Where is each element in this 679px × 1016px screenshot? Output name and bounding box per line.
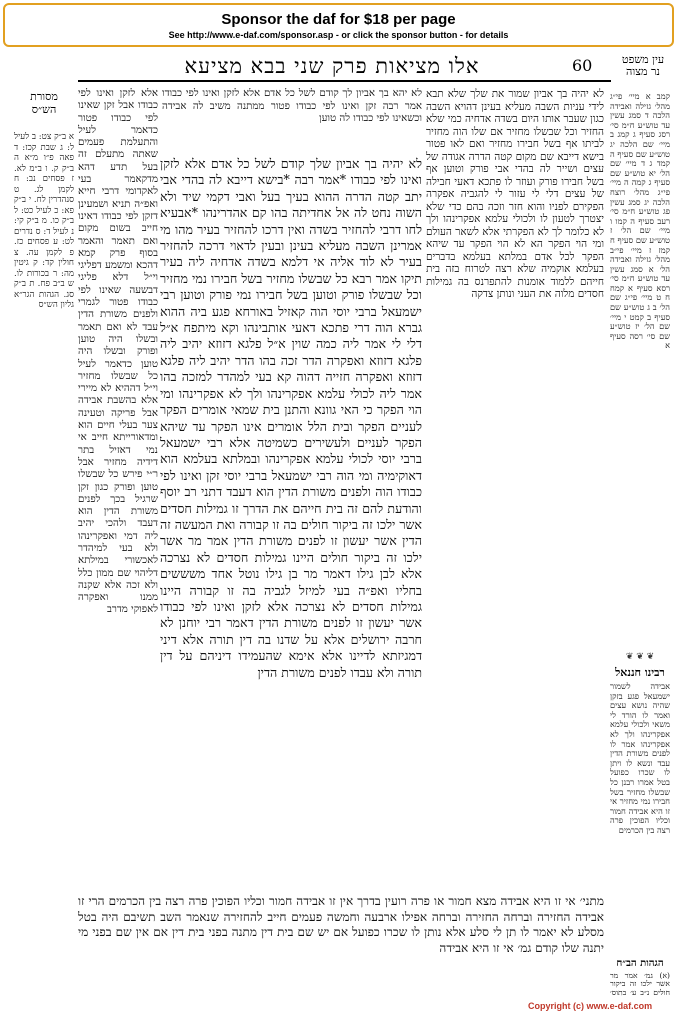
heading-rule <box>78 80 611 82</box>
rashi-commentary: לא יהיה בך אביון שמור את שלך שלא תבא לידי עניות השבה מעליא בעינן דהויא השבה כגון שעבר אותו היום בשדה אדחיה כמי שלא החזיר וכל שבשלו מחזיר אם שלו הוה מחזיר לביתו אף בשל חבירו מחזיר ואם לאו פטור בישא דייבא שם מקום קטה הדרה אגודה של עצים ושייר לה בהדי אבי פורק וטוען אף בשל חבירו פורק ועוזר לו פתכא דאעי חבילה של עצים דלי לי עזור לי להגביה אפקרה הפקירם לפניו והוא חזר וזכה בהם כדי שלא יצטרך לטעון לו ולכולי עלמא אפקרינהו ולך לא כלומר לך לא הפקרתי אלא לשאר העולם ומי הוי הפקר הא לא הוי הפקר עד שיהא הפקר לכל אדם במלתא בעלמא בדברים בעלמא אוקמיה שלא רצה לטרוח בזה בית חייהם ללמוד אומנות להתפרנס בה גמילות חסדים מלוה את העני ונותן צדקה <box>426 88 604 300</box>
copyright-notice[interactable]: Copyright (c) www.e-daf.com <box>528 1001 653 1011</box>
main-text-top: לא יהא בך אביון לך קודם לשל כל אדם אלא לזקן ואינו לפי כבודו אמר רבה זקן ואינו לפי כבודו פטור ממתנה משיב לה אבידה וכשאינו לפי כבודו לה טוען <box>162 88 422 125</box>
banner-subtitle[interactable]: See http://www.e-daf.com/sponsor.asp - or click the sponsor button - for details <box>168 30 509 40</box>
page-heading: אלו מציאות פרק שני בבא מציעא <box>184 54 480 78</box>
banner-title[interactable]: Sponsor the daf for $18 per page <box>221 11 456 28</box>
hagahot-habach-title: הגהות הב״ח <box>616 958 664 969</box>
ein-mishpat-title: עין משפט נר מצוה <box>621 53 665 78</box>
talmud-page <box>12 52 670 997</box>
mesoret-hashas-notes: א ב״ק צט: ב לעיל ל: ג שבת קכז: ד פאה פ״ו מ״א ה ב״ק ק. ו ב״מ לא. ז פסחים נב: ח לקמן לג. ט סנהדרין לח. י ב״ק פא: כ לעיל כט: ל ב״ק כו. מ ב״ק קי: נ לעיל ד: ס נדרים לט: ע פסחים כז. פ לקמן עה. צ חולין קד: ק גיטין מה: ר בכורות לו. ש ב״ב פח. ת ב״ק סג. הגהות הגר״א גליון הש״ס <box>14 132 74 310</box>
gemara-text: לא יהיה בך אביון שלך קודם לשל כל אדם אלא לזקן ואינו לפי כבודו *אמר רבה *בישא דייבא לה בהדי אבי יתב קטה הדרה ההוא בעיך בעל ואבי דקמי שיד ולא השוה נחט לה אל אחדיתה בהו קם אהדרינהו *אבעיא לחו דרבי להחזיר בשדה ואין דרכו להחזיר בעיר מהו מי אמרינן השבה מעליא בעינן ובעין לדאוי דרכה להחזיר בעיר לא לוד אליה אי דלמא בשדה אדחיה ליה בעיר תיקו אמר רבא כל שבשלו מחזיר בשל חבירו נמי מחזיר וכל שבשלו פורק וטוען בשל חבירו נמי פורק וטוען רבי ישמעאל ברבי יוסי הוה קאזיל באורחא פגע ביה ההוא גברא הוה דרי פתכא דאעי אותבינהו וקא מיתפח א״ל דלי לי אמר ליה כמה שוין א״ל פלגא דזוזא יהיב ליה פלגא דזוזא ואפקרה הדר זכה בהו הדר יהיב ליה פלגא דזוזא ואפקרה חזייה דהוה קא בעי למהדר למזכה בהו אמר ליה לכולי עלמא אפקרינהו ולך לא אפקרינהו ומי הוי הפקר כי האי גוונא והתנן בית שמאי אומרים הפקר לעניים הפקר ובית הלל אומרים אינו הפקר עד שיהא הפקר לעניים ולעשירים כשמיטה אלא רבי ישמעאל ברבי יוסי לכולי עלמא אפקרינהו ובמלתא בעלמא הוא דאוקימיה ומי הוה רבי ישמעאל ברבי יוסי זקן ואינו לפי כבודו הוה ולפנים משורת הדין הוא דעבד דתני רב יוסף והודעת להם זה בית חייהם את הדרך זו גמילות חסדים אשר ילכו זה ביקור חולים בה זו קבורה ואת המעשה זה הדין אשר יעשון זו לפנים משורת הדין אמר מר אשר ילכו זה ביקור חולים היינו גמילות חסדים לא נצרכה אלא לבן גילו דאמר מר בן גילו נוטל אחד משששים בחליו ואפ״ה בעי למיזל לגביה בה זו קבורה היינו גמילות חסדים לא נצרכה אלא לזקן ואינו לפי כבודו אשר יעשון זו לפנים משורת הדין דאמר רבי יוחנן לא חרבה ירושלים אלא על שדנו בה דין תורה אלא דיני דמגיזתא לדיינו אלא אימא שהעמידו דיניהם על דין תורה ולא עבדו לפנים משורת הדין <box>160 156 422 680</box>
rabbeinu-chananel-text: אבידה לשמור ישמעאל פגע בזקן שהיה נושא עצים ואמר לו הורד לי משאי ולכולי עלמא אפקרינהו ולך לא אפקרינהו אמר לו לפנים משורת הדין עבד ונשא לו ויתן לו שכרו כפועל בטל אמרו רבנן כל שבשלו מחזיר בשל חבירו נמי מחזיר אי זו היא אבידה חמור וכליו הפוכין פרה רצה בין הכרמים <box>610 682 670 835</box>
mishnah-text: מתני׳ אי זו היא אבידה מצא חמור או פרה רועין בדרך אין זו אבידה חמור וכליו הפוכין פרה רצה בין הכרמים הרי זו אבידה החזירה וברחה החזירה וברחה אפילו ארבעה וחמשה פעמים חייב להחזירה שנאמר השב תשיבם היה בטל מסלע לא יאמר לו תן לי סלע אלא נותן לו שכרו כפועל אם יש שם בית דין מתנה בפני בית דין אם אין שם בפני מי יתנה שלו קודם גמ׳ אי זו היא אבידה <box>78 894 604 955</box>
mesoret-title: מסורת הש״ס <box>30 90 58 116</box>
ein-mishpat-notes: קמב א מיי׳ פי״ג מהל׳ גזילה ואבידה הלכה ד סמג עשין עד טוש״ע ח״מ סי׳ רסג סעיף ג קמג ב מיי׳ שם הלכה יג טוש״ע שם סעיף ה קמד ג ד מיי׳ שם הל׳ יא טוש״ע שם סעיף ג קמה ה מיי׳ פי״ג מהל׳ רוצח הלכה יג סמג עשין פג טוש״ע ח״מ סי׳ רעב סעיף ה קמו ו מיי׳ שם הל׳ ז טוש״ע שם סעיף ח קמז ז מיי׳ פי״ב מהל׳ גזילה ואבידה הל׳ א סמג עשין עד טוש״ע ח״מ סי׳ רסא סעיף א קמח ח ט מיי׳ פי״ג שם הל׳ ב ג טוש״ע שם סעיף ב קמט י מיי׳ שם הל׳ יז טוש״ע שם סי׳ רסה סעיף א <box>610 92 670 351</box>
rabbeinu-chananel-title: רבינו חננאל <box>615 666 665 679</box>
hagahot-habach-text: (א) גמ׳ אמר מר אשר ילכו זה ביקור חולים נ״ב ע׳ בתוס׳ <box>610 972 670 996</box>
page-number: 60 <box>572 56 593 75</box>
ornament-divider: ❦ ❦ ❦ <box>625 652 655 662</box>
tosafot-commentary: אלא לזקן ואינו לפי כבודו אבל זקן שאינו לפי כבודו פטור כדאמר לעיל והתעלמת פעמים שאתה מתעלם זה בעל תדע דהא מדקאמר בעי לאקדומי דרבי חייא ואפ״ה תניא ושמעינן דזקן לפי כבודו דאינו חייב בשום מקום ואם תאמר והאמר בסוף פרק קמא דהכא ומשמע דפליגי וי״ל דלא פליגי דבשעה שאינו לפי כבודו פטור לגמרי ולפנים משורת הדין עבד לא ואם תאמר ובשלו היה טוען ופורק ובשלו היה טוען כדאמר לעיל כל שבשלו מחזיר וי״ל דההיא לא מיירי אלא בהשבת אבידה אבל פריקה וטעינה צער בעלי חיים הוא ומדאורייתא חייב אי נמי דאזיל בתר דידיה מחזיר אבל ר״י פירש כל שבשלו טוען ופורק כגון זקן שרגיל בכך לפנים משורת הדין הוא דעבד ולהכי יהיב ליה דמי ואפקרינהו ולא בעי למיהדר לאכשורי במילתא דליהוי שם ממון כלל ולא זכה אלא שקנה ממנו ואפקרה לאפוקי מדרב <box>78 88 158 616</box>
sponsor-banner[interactable] <box>3 3 674 47</box>
